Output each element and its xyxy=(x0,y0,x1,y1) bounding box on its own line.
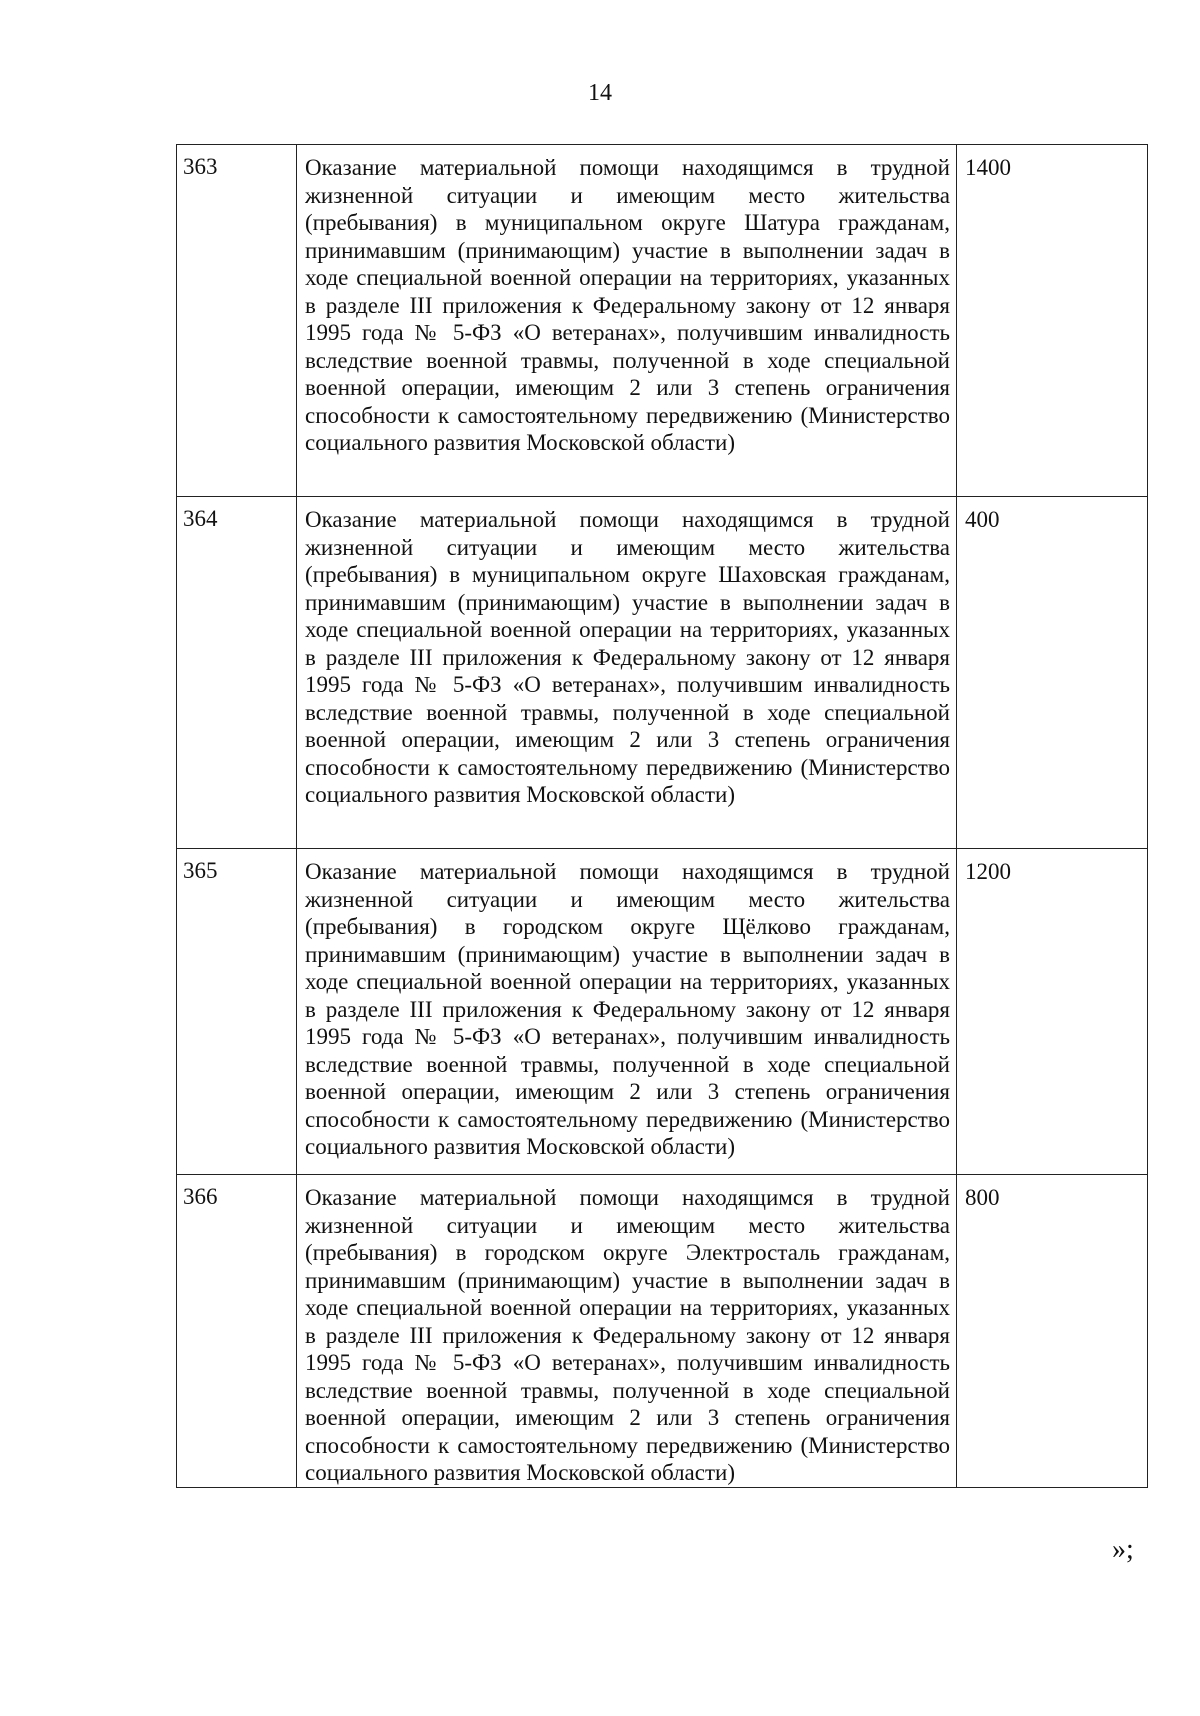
row-amount: 1200 xyxy=(957,849,1148,1175)
page-number: 14 xyxy=(588,80,612,106)
row-number: 364 xyxy=(177,497,297,849)
row-number: 365 xyxy=(177,849,297,1175)
row-description: Оказание материальной помощи находящимся в трудной жизненной ситуации и имеющим место жительства (пребывания) в муниципальном округе Шатура гражданам, принимавшим (принимающим) участие в выполнении задач в ходе специальной военной операции на территориях, указанных в разделе III приложения к Федеральному закону от 12 января 1995 года № 5-ФЗ «О ветеранах», получившим инвалидность вследствие военной травмы, полученной в ходе специальной военной операции, имеющим 2 или 3 степень ограничения способности к самостоятельному передвижению (Министерство социального развития Московской области) xyxy=(297,145,957,497)
table-row xyxy=(177,849,1148,1175)
row-amount: 400 xyxy=(957,497,1148,849)
closing-quote-mark: »; xyxy=(1112,1534,1134,1565)
row-description: Оказание материальной помощи находящимся в трудной жизненной ситуации и имеющим место жительства (пребывания) в городском округе Электросталь гражданам, принимавшим (принимающим) участие в выполнении задач в ходе специальной военной операции на территориях, указанных в разделе III приложения к Федеральному закону от 12 января 1995 года № 5-ФЗ «О ветеранах», получившим инвалидность вследствие военной травмы, полученной в ходе специальной военной операции, имеющим 2 или 3 степень ограничения способности к самостоятельному передвижению (Министерство социального развития Московской области) xyxy=(297,1175,957,1488)
row-number: 363 xyxy=(177,145,297,497)
row-number: 366 xyxy=(177,1175,297,1488)
table-row xyxy=(177,497,1148,849)
table-row xyxy=(177,1175,1148,1488)
row-description: Оказание материальной помощи находящимся в трудной жизненной ситуации и имеющим место жительства (пребывания) в городском округе Щёлково гражданам, принимавшим (принимающим) участие в выполнении задач в ходе специальной военной операции на территориях, указанных в разделе III приложения к Федеральному закону от 12 января 1995 года № 5-ФЗ «О ветеранах», получившим инвалидность вследствие военной травмы, полученной в ходе специальной военной операции, имеющим 2 или 3 степень ограничения способности к самостоятельному передвижению (Министерство социального развития Московской области) xyxy=(297,849,957,1175)
row-amount: 1400 xyxy=(957,145,1148,497)
row-amount: 800 xyxy=(957,1175,1148,1488)
table-row xyxy=(177,145,1148,497)
allocation-table xyxy=(176,144,1148,1488)
row-description: Оказание материальной помощи находящимся в трудной жизненной ситуации и имеющим место жительства (пребывания) в муниципальном округе Шаховская гражданам, принимавшим (принимающим) участие в выполнении задач в ходе специальной военной операции на территориях, указанных в разделе III приложения к Федеральному закону от 12 января 1995 года № 5-ФЗ «О ветеранах», получившим инвалидность вследствие военной травмы, полученной в ходе специальной военной операции, имеющим 2 или 3 степень ограничения способности к самостоятельному передвижению (Министерство социального развития Московской области) xyxy=(297,497,957,849)
